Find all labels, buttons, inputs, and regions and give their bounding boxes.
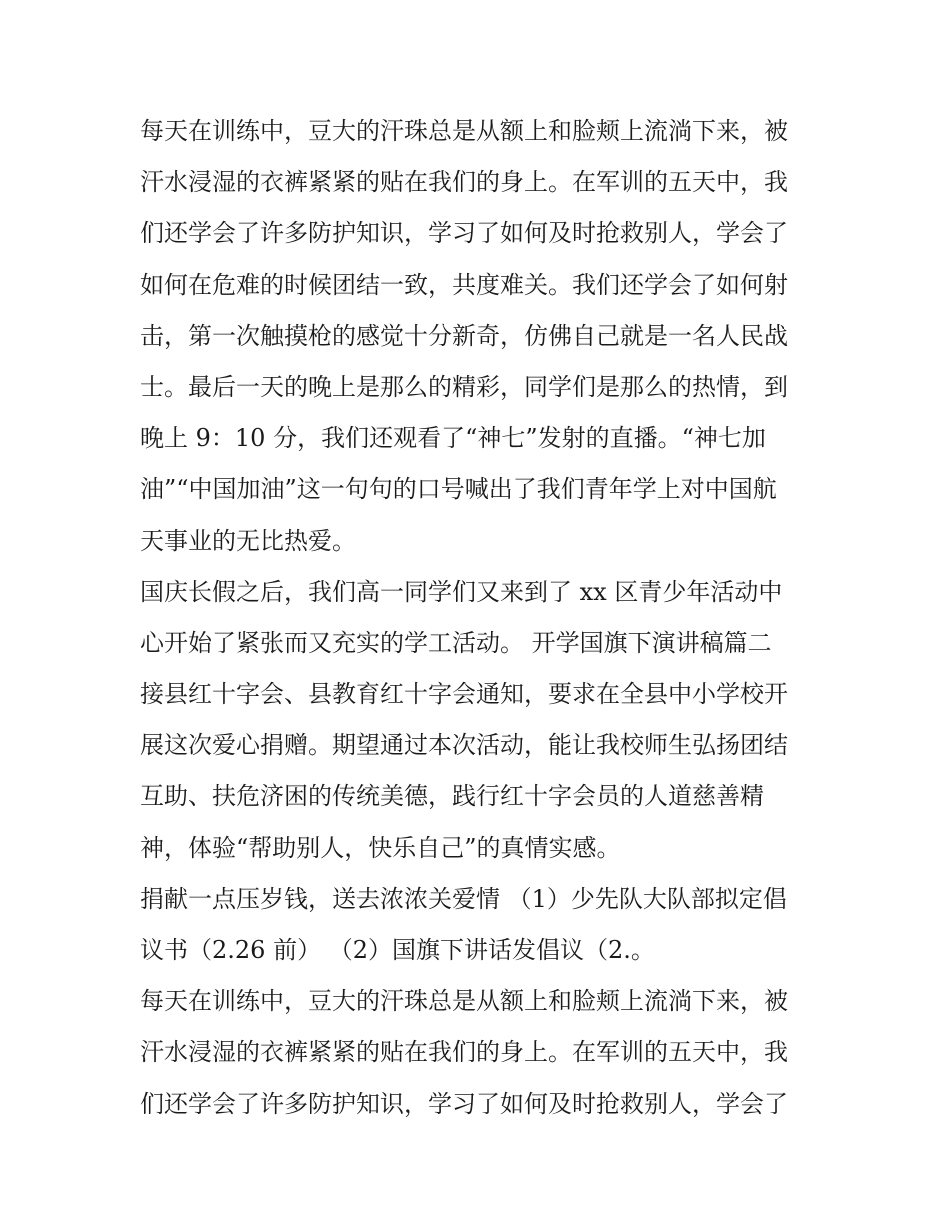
text-line: 士。最后一天的晚上是那么的精彩，同学们是那么的热情，到 [140,372,788,401]
text-line: 如何在危难的时候团结一致，共度难关。我们还学会了如何射 [140,270,788,299]
text-line: 汗水浸湿的衣裤紧紧的贴在我们的身上。在军训的五天中，我 [140,168,788,197]
text-line: 心开始了紧张而又充实的学工活动。 开学国旗下演讲稿篇二 [140,628,772,657]
text-line: 每天在训练中，豆大的汗珠总是从额上和脸颊上流淌下来，被 [140,117,788,145]
text-line: 国庆长假之后，我们高一同学们又来到了 xx 区青少年活动中 [140,577,783,606]
text-line: 神，体验“帮助别人，快乐自己”的真情实感。 [140,833,621,862]
text-line: 每天在训练中，豆大的汗珠总是从额上和脸颊上流淌下来，被 [140,987,788,1016]
text-line: 晚上 9：10 分，我们还观看了“神七”发射的直播。“神七加 [140,424,766,453]
document-body [140,106,820,1130]
text-line: 们还学会了许多防护知识，学习了如何及时抢救别人，学会了 [140,1089,788,1118]
text-line: 捐献一点压岁钱，送去浓浓关爱情 （1）少先队大队部拟定倡 [140,884,787,913]
text-line: 接县红十字会、县教育红十字会通知，要求在全县中小学校开 [140,680,788,709]
text-line: 展这次爱心捐赠。期望通过本次活动，能让我校师生弘扬团结 [140,731,788,760]
text-line: 油”“中国加油”这一句句的口号喊出了我们青年学上对中国航 [140,475,777,504]
text-line: 天事业的无比热爱。 [140,526,356,555]
text-line: 击，第一次触摸枪的感觉十分新奇，仿佛自己就是一名人民战 [140,321,788,350]
text-line: 汗水浸湿的衣裤紧紧的贴在我们的身上。在军训的五天中，我 [140,1038,788,1067]
text-line: 议书（2.26 前） （2）国旗下讲话发倡议（2.。 [140,936,655,964]
text-line: 互助、扶危济困的传统美德，践行红十字会员的人道慈善精 [140,782,764,811]
text-line: 们还学会了许多防护知识，学习了如何及时抢救别人，学会了 [140,219,788,248]
